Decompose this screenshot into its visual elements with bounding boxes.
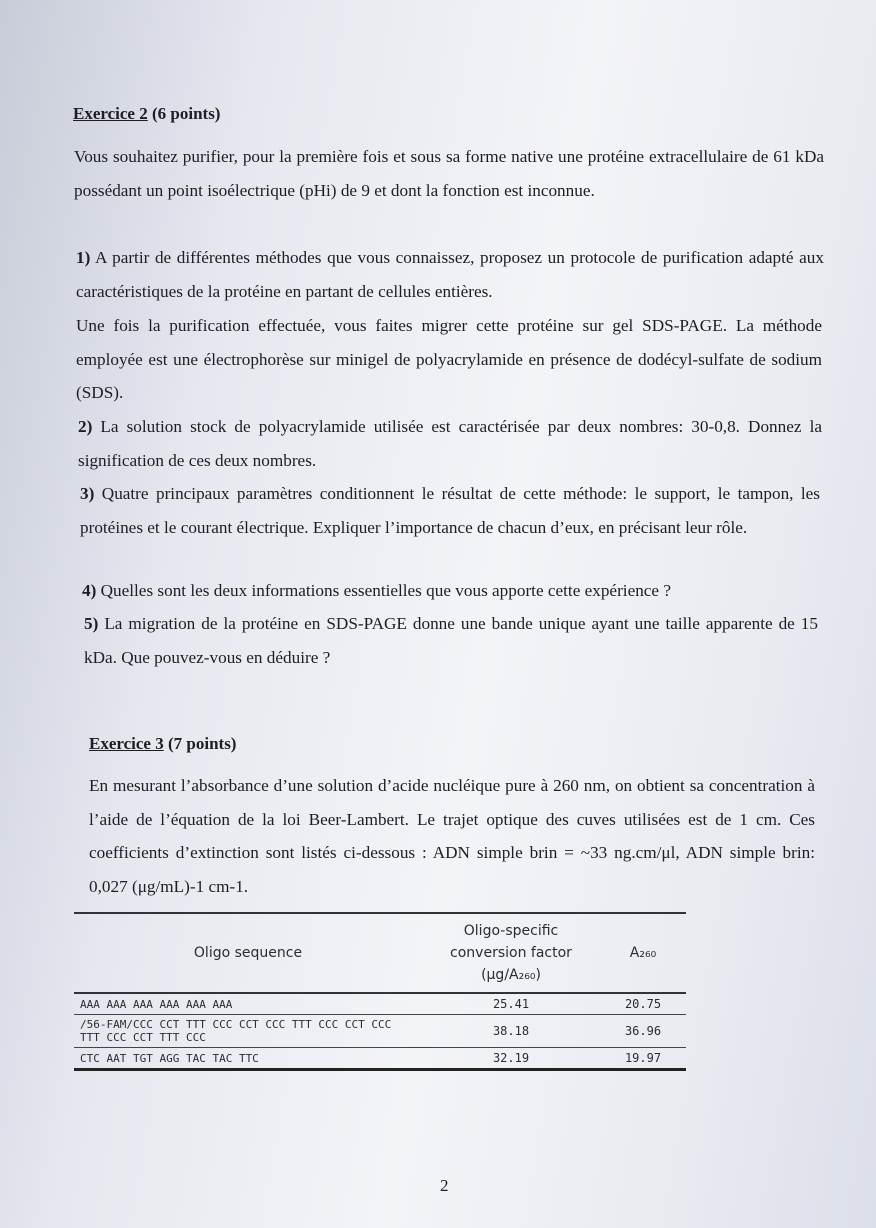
question-3 xyxy=(80,477,820,544)
table-row xyxy=(74,993,686,1015)
conversion-factor-cell: 32.19 xyxy=(422,1048,600,1070)
exercise-2-heading xyxy=(73,104,220,124)
oligo-table xyxy=(74,912,686,1071)
oligo-sequence-cell: CTC AAT TGT AGG TAC TAC TTC xyxy=(74,1048,422,1070)
question-1 xyxy=(76,241,824,308)
question-5-text: La migration de la protéine en SDS-PAGE donne une bande unique ayant une taille apparente de 15 kDa. Que pouvez-vous en déduire ? xyxy=(84,614,818,667)
exercise-3-title: Exercice 3 xyxy=(89,734,164,753)
exercise-3-text: En mesurant l’absorbance d’une solution d’acide nucléique pure à 260 nm, on obtient sa concentration à l’aide de l’équation de la loi Beer-Lambert. Le trajet optique des cuves utilisées est de 1 cm. Ces coefficients d’extinction sont listés ci-dessous : ADN simple brin = ~33 ng.cm/μl, ADN simple brin: 0,027 (μg/mL)-1 cm-1. xyxy=(89,776,815,896)
question-4-text: Quelles sont les deux informations essentielles que vous apporte cette expérience ? xyxy=(96,581,671,600)
exercise-2-title: Exercice 2 xyxy=(73,104,148,123)
question-4 xyxy=(82,574,820,608)
oligo-sequence-cell: AAA AAA AAA AAA AAA AAA xyxy=(74,993,422,1015)
oligo-sequence-cell: /56-FAM/CCC CCT TTT CCC CCT CCC TTT CCC CCT CCC TTT CCC CCT TTT CCC xyxy=(74,1015,422,1048)
exercise-2-points: (6 points) xyxy=(147,104,221,123)
exercise-2-intro: Vous souhaitez purifier, pour la première fois et sous sa forme native une protéine extracellulaire de 61 kDa possédant un point isoélectrique (pHi) de 9 et dont la fonction est inconnue. xyxy=(74,147,824,200)
question-5 xyxy=(84,607,818,674)
question-2 xyxy=(78,410,822,477)
a260-cell: 20.75 xyxy=(600,993,686,1015)
question-2-number: 2) xyxy=(78,417,93,436)
question-3-number: 3) xyxy=(80,484,95,503)
conversion-factor-cell: 25.41 xyxy=(422,993,600,1015)
question-2-text: La solution stock de polyacrylamide utilisée est caractérisée par deux nombres: 30-0,8. Donnez la signification de ces deux nombres. xyxy=(78,417,822,470)
exercise-3-points: (7 points) xyxy=(163,734,237,753)
a260-cell: 19.97 xyxy=(600,1048,686,1070)
table-row xyxy=(74,1048,686,1070)
conversion-factor-cell: 38.18 xyxy=(422,1015,600,1048)
question-1-number: 1) xyxy=(76,248,91,267)
question-4-number: 4) xyxy=(82,581,97,600)
table-header-row xyxy=(74,913,686,993)
header-conversion-factor: Oligo-specific conversion factor (μg/A₂₆₀) xyxy=(422,913,600,993)
a260-cell: 36.96 xyxy=(600,1015,686,1048)
table-row xyxy=(74,1015,686,1048)
question-5-number: 5) xyxy=(84,614,99,633)
question-3-text: Quatre principaux paramètres conditionnent le résultat de cette méthode: le support, le tampon, les protéines et le courant électrique. Expliquer l’importance de chacun d’eux, en précisant leur rôle. xyxy=(80,484,820,537)
header-oligo-sequence: Oligo sequence xyxy=(74,913,422,993)
sds-page-description: Une fois la purification effectuée, vous faites migrer cette protéine sur gel SDS-PAGE. La méthode employée est une électrophorèse sur minigel de polyacrylamide en présence de dodécyl-sulfate de sodium (SDS). xyxy=(76,316,822,402)
question-1-text: A partir de différentes méthodes que vous connaissez, proposez un protocole de purification adapté aux caractéristiques de la protéine en partant de cellules entières. xyxy=(76,248,824,301)
page-number: 2 xyxy=(440,1176,449,1195)
exercise-3-heading xyxy=(89,734,236,754)
header-a260: A₂₆₀ xyxy=(600,913,686,993)
